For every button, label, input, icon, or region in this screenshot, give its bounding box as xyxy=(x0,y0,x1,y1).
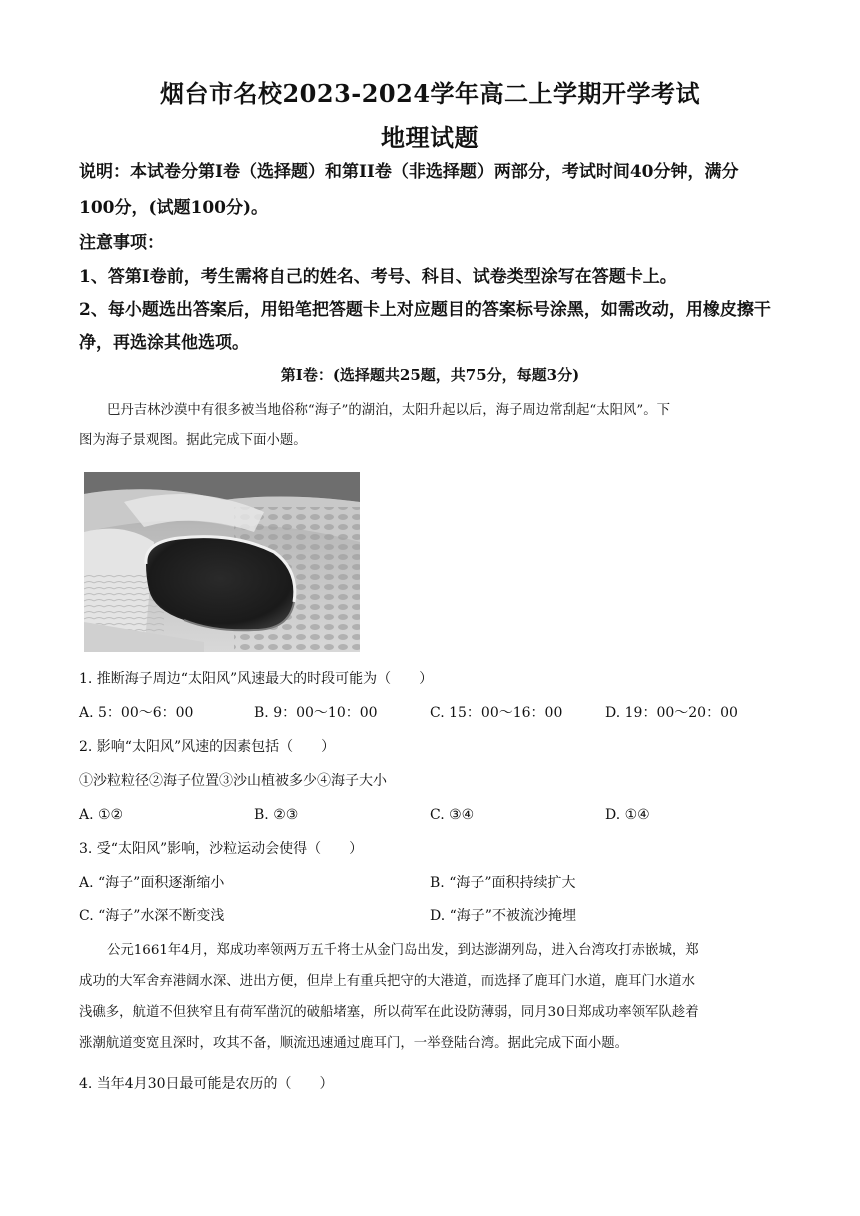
notice-item-2-line-2: 净，再选涂其他选项。 xyxy=(79,333,249,353)
question-3-option-b[interactable]: B. “海子”面积持续扩大 xyxy=(430,875,576,891)
passage-2-line-1: 公元1661年4月，郑成功率领两万五千将士从金门岛出发，到达澎湖列岛，进入台湾攻打赤嵌城，郑 xyxy=(107,943,699,958)
question-2-option-b[interactable]: B. ②③ xyxy=(254,807,299,823)
question-2-items: ①沙粒粒径②海子位置③沙山植被多少④海子大小 xyxy=(79,773,387,789)
question-1-stem: 1. 推断海子周边“太阳风”风速最大的时段可能为（ ） xyxy=(79,671,434,687)
question-3-option-c[interactable]: C. “海子”水深不断变浅 xyxy=(79,908,225,924)
passage-2-line-4: 涨潮航道变宽且深时，攻其不备，顺流迅速通过鹿耳门，一举登陆台湾。据此完成下面小题。 xyxy=(79,1036,629,1051)
question-2-stem: 2. 影响“太阳风”风速的因素包括（ ） xyxy=(79,739,336,755)
notice-item-2-line-1: 2、每小题选出答案后，用铅笔把答题卡上对应题目的答案标号涂黑，如需改动，用橡皮擦干 xyxy=(79,300,771,320)
question-1-option-c[interactable]: C. 15：00～16：00 xyxy=(430,705,563,721)
exam-subtitle: 地理试题 xyxy=(381,123,479,152)
passage-1-line-1: 巴丹吉林沙漠中有很多被当地俗称“海子”的湖泊，太阳升起以后，海子周边常刮起“太阳风”。下 xyxy=(107,403,671,418)
haizi-landscape-photo xyxy=(84,472,360,652)
notice-heading: 注意事项： xyxy=(79,233,164,253)
question-4-stem: 4. 当年4月30日最可能是农历的（ ） xyxy=(79,1076,334,1092)
instructions-line-2: 100分，(试题100分)。 xyxy=(79,198,269,218)
question-2-option-c[interactable]: C. ③④ xyxy=(430,807,475,823)
passage-2-line-2: 成功的大军舍弃港阔水深、进出方便，但岸上有重兵把守的大港道，而选择了鹿耳门水道，鹿耳门水道水 xyxy=(79,974,695,989)
question-3-stem: 3. 受“太阳风”影响，沙粒运动会使得（ ） xyxy=(79,841,364,857)
instructions-line-1: 说明：本试卷分第Ⅰ卷（选择题）和第II卷（非选择题）两部分，考试时间40分钟，满分 xyxy=(79,162,739,182)
exam-title: 烟台市名校2023-2024学年高二上学期开学考试 xyxy=(159,79,701,108)
section-header: 第Ⅰ卷：(选择题共25题，共75分，每题3分) xyxy=(280,366,580,384)
question-2-option-a[interactable]: A. ①② xyxy=(79,807,124,823)
question-1-option-d[interactable]: D. 19：00～20：00 xyxy=(605,705,738,721)
question-2-option-d[interactable]: D. ①④ xyxy=(605,807,650,823)
question-1-option-b[interactable]: B. 9：00～10：00 xyxy=(254,705,378,721)
passage-2-line-3: 浅礁多，航道不但狭窄且有荷军凿沉的破船堵塞，所以荷军在此设防薄弱，同月30日郑成功率领军队趁着 xyxy=(79,1005,699,1020)
question-1-option-a[interactable]: A. 5：00～6：00 xyxy=(79,705,194,721)
question-3-option-d[interactable]: D. “海子”不被流沙掩埋 xyxy=(430,908,576,924)
passage-1-line-2: 图为海子景观图。据此完成下面小题。 xyxy=(79,433,307,448)
notice-item-1: 1、答第Ⅰ卷前，考生需将自己的姓名、考号、科目、试卷类型涂写在答题卡上。 xyxy=(79,267,677,287)
question-3-option-a[interactable]: A. “海子”面积逐渐缩小 xyxy=(79,875,225,891)
